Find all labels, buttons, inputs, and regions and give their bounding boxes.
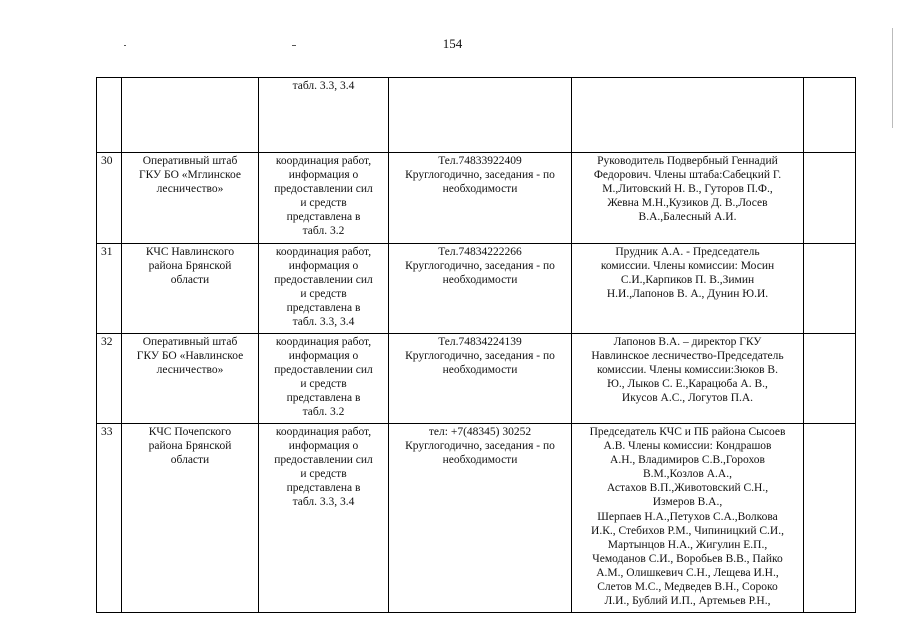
cell-text-line: предоставлении сил xyxy=(274,454,373,467)
cell-text-line: лесничество» xyxy=(156,364,224,377)
table-row xyxy=(97,244,856,334)
cell-text-line: Лапонов В.А. – директор ГКУ xyxy=(613,336,762,348)
cell-text-line: необходимости xyxy=(442,364,518,377)
cell-text-line: В.М.,Козлов А.А., xyxy=(643,468,732,481)
cell-text-line: и средств xyxy=(300,378,347,391)
cell-text-line: необходимости xyxy=(442,274,518,287)
contact-cell xyxy=(389,334,572,424)
cell-text-line: лесничество» xyxy=(156,183,224,196)
cell-text-line: КЧС Почепского xyxy=(148,426,232,438)
cell-text-line: Измеров В.А., xyxy=(652,496,723,509)
function-cell xyxy=(259,244,389,334)
cell-text-line: табл. 3.3, 3.4 xyxy=(292,496,355,509)
cell-text-line: табл. 3.2 xyxy=(302,225,345,238)
cell-text-line: табл. 3.2 xyxy=(302,406,345,419)
table-row xyxy=(97,78,856,153)
cell-text-line: предоставлении сил xyxy=(274,183,373,196)
cell-text-line: координация работ, xyxy=(275,426,372,438)
cell-text-line: М.,Литовский Н. В., Гуторов П.Ф., xyxy=(602,183,773,196)
cell-text-line: и средств xyxy=(300,197,347,210)
cell-text-line: Руководитель Подвербный Геннадий xyxy=(597,155,778,167)
cell-text-line: С.И.,Карпиков П. В.,Зимин xyxy=(620,274,755,287)
cell-text-line: Круглогодично, заседания - по xyxy=(405,440,555,453)
function-cell xyxy=(259,78,389,153)
cell-text-line: района Брянской xyxy=(148,260,232,273)
contact-cell xyxy=(389,244,572,334)
members-cell xyxy=(572,334,804,424)
cell-text-line: комиссии. Члены комиссии:Зюков В. xyxy=(597,364,778,377)
services-table xyxy=(96,77,856,613)
scan-speck xyxy=(124,45,126,46)
cell-text-line: Прудник А.А. - Председатель xyxy=(615,246,760,258)
cell-text-line: предоставлении сил xyxy=(274,274,373,287)
row-number-cell: 30 xyxy=(97,153,122,244)
cell-text-line: Председатель КЧС и ПБ района Сысоев xyxy=(589,426,786,438)
cell-text-line: комиссии. Члены комиссии: Мосин xyxy=(600,260,775,273)
cell-text-line: района Брянской xyxy=(148,440,232,453)
cell-text-line: области xyxy=(170,274,210,287)
table-row xyxy=(97,334,856,424)
cell-text-line: А.Н., Владимиров С.В.,Горохов xyxy=(610,454,765,467)
notes-cell xyxy=(804,244,856,334)
cell-text-line: координация работ, xyxy=(275,246,372,258)
cell-text-line: табл. 3.3, 3.4 xyxy=(292,80,355,92)
organization-name-cell xyxy=(122,424,259,613)
cell-text-line: Л.И., Бублий И.П., Артемьев Р.Н., xyxy=(604,595,771,608)
table-row xyxy=(97,153,856,244)
cell-text-line: информация о xyxy=(288,350,359,363)
cell-text-line: Астахов В.П.,Животовский С.Н., xyxy=(606,482,769,495)
function-cell xyxy=(259,153,389,244)
cell-text-line: Мартынцов Н.А., Жигулин Е.П., xyxy=(607,538,768,551)
cell-text-line: координация работ, xyxy=(275,336,372,348)
cell-text-line: координация работ, xyxy=(275,155,372,167)
cell-text-line: области xyxy=(170,454,210,467)
cell-text-line: И.К., Стебихов Р.М., Чипиницкий С.И., xyxy=(591,524,784,537)
row-number-cell xyxy=(97,78,122,153)
cell-text-line: Слетов М.С., Медведев В.Н., Сороко xyxy=(597,581,778,594)
cell-text-line: ГКУ БО «Мглинское xyxy=(138,169,242,182)
contact-cell xyxy=(389,424,572,613)
members-cell xyxy=(572,424,804,613)
cell-text-line: необходимости xyxy=(442,454,518,467)
cell-text-line: Тел.74834222266 xyxy=(438,246,522,258)
cell-text-line: Жевна М.Н.,Кузиков Д. В.,Лосев xyxy=(607,197,768,210)
function-cell xyxy=(259,424,389,613)
cell-text-line: Федорович. Члены штаба:Сабецкий Г. xyxy=(593,169,782,182)
scan-edge-line xyxy=(892,28,893,128)
organization-name-cell xyxy=(122,334,259,424)
cell-text-line: Н.И.,Лапонов В. А., Дунин Ю.И. xyxy=(606,288,769,301)
cell-text-line: необходимости xyxy=(442,183,518,196)
row-number-cell: 32 xyxy=(97,334,122,424)
cell-text-line: информация о xyxy=(288,169,359,182)
notes-cell xyxy=(804,334,856,424)
cell-text-line: Шерпаев Н.А.,Петухов С.А.,Волкова xyxy=(597,510,778,523)
cell-text-line: Круглогодично, заседания - по xyxy=(405,350,555,363)
cell-text-line: тел: +7(48345) 30252 xyxy=(428,426,532,438)
cell-text-line: Круглогодично, заседания - по xyxy=(405,169,555,182)
cell-text-line: Ю., Лыков С. Е.,Карацюба А. В., xyxy=(607,378,768,391)
cell-text-line: и средств xyxy=(300,468,347,481)
cell-text-line: КЧС Навлинского xyxy=(145,246,235,258)
cell-text-line: Тел.74834224139 xyxy=(438,336,522,348)
page-number: 154 xyxy=(442,36,463,51)
cell-text-line: Тел.74833922409 xyxy=(438,155,522,167)
members-cell xyxy=(572,244,804,334)
cell-text-line: Оперативный штаб xyxy=(142,336,238,348)
organization-name-cell xyxy=(122,78,259,153)
scan-speck xyxy=(292,45,296,46)
cell-text-line: А.В. Члены комиссии: Кондрашов xyxy=(603,440,772,453)
cell-text-line: табл. 3.3, 3.4 xyxy=(292,316,355,329)
cell-text-line: А.М., Олишкевич С.Н., Лещева И.Н., xyxy=(596,566,779,579)
table-row xyxy=(97,424,856,613)
contact-cell xyxy=(389,78,572,153)
cell-text-line: ГКУ БО «Навлинское xyxy=(136,350,244,363)
cell-text-line: информация о xyxy=(288,260,359,273)
organization-name-cell xyxy=(122,153,259,244)
notes-cell xyxy=(804,78,856,153)
row-number-cell: 33 xyxy=(97,424,122,613)
cell-text-line: Оперативный штаб xyxy=(142,155,238,167)
cell-text-line: Икусов А.С., Логутов П.А. xyxy=(621,392,754,405)
cell-text-line: информация о xyxy=(288,440,359,453)
cell-text-line: Навлинское лесничество-Председатель xyxy=(591,350,784,363)
notes-cell xyxy=(804,424,856,613)
members-cell xyxy=(572,78,804,153)
contact-cell xyxy=(389,153,572,244)
cell-text-line: представлена в xyxy=(286,482,361,495)
cell-text-line: предоставлении сил xyxy=(274,364,373,377)
cell-text-line: представлена в xyxy=(286,211,361,224)
cell-text-line: представлена в xyxy=(286,392,361,405)
function-cell xyxy=(259,334,389,424)
cell-text-line: В.А.,Балесный А.И. xyxy=(638,211,737,224)
cell-text-line: представлена в xyxy=(286,302,361,315)
cell-text-line: Круглогодично, заседания - по xyxy=(405,260,555,273)
cell-text-line: Чемоданов С.И., Воробьев В.В., Пайко xyxy=(592,552,783,565)
notes-cell xyxy=(804,153,856,244)
row-number-cell: 31 xyxy=(97,244,122,334)
cell-text-line: и средств xyxy=(300,288,347,301)
organization-name-cell xyxy=(122,244,259,334)
members-cell xyxy=(572,153,804,244)
